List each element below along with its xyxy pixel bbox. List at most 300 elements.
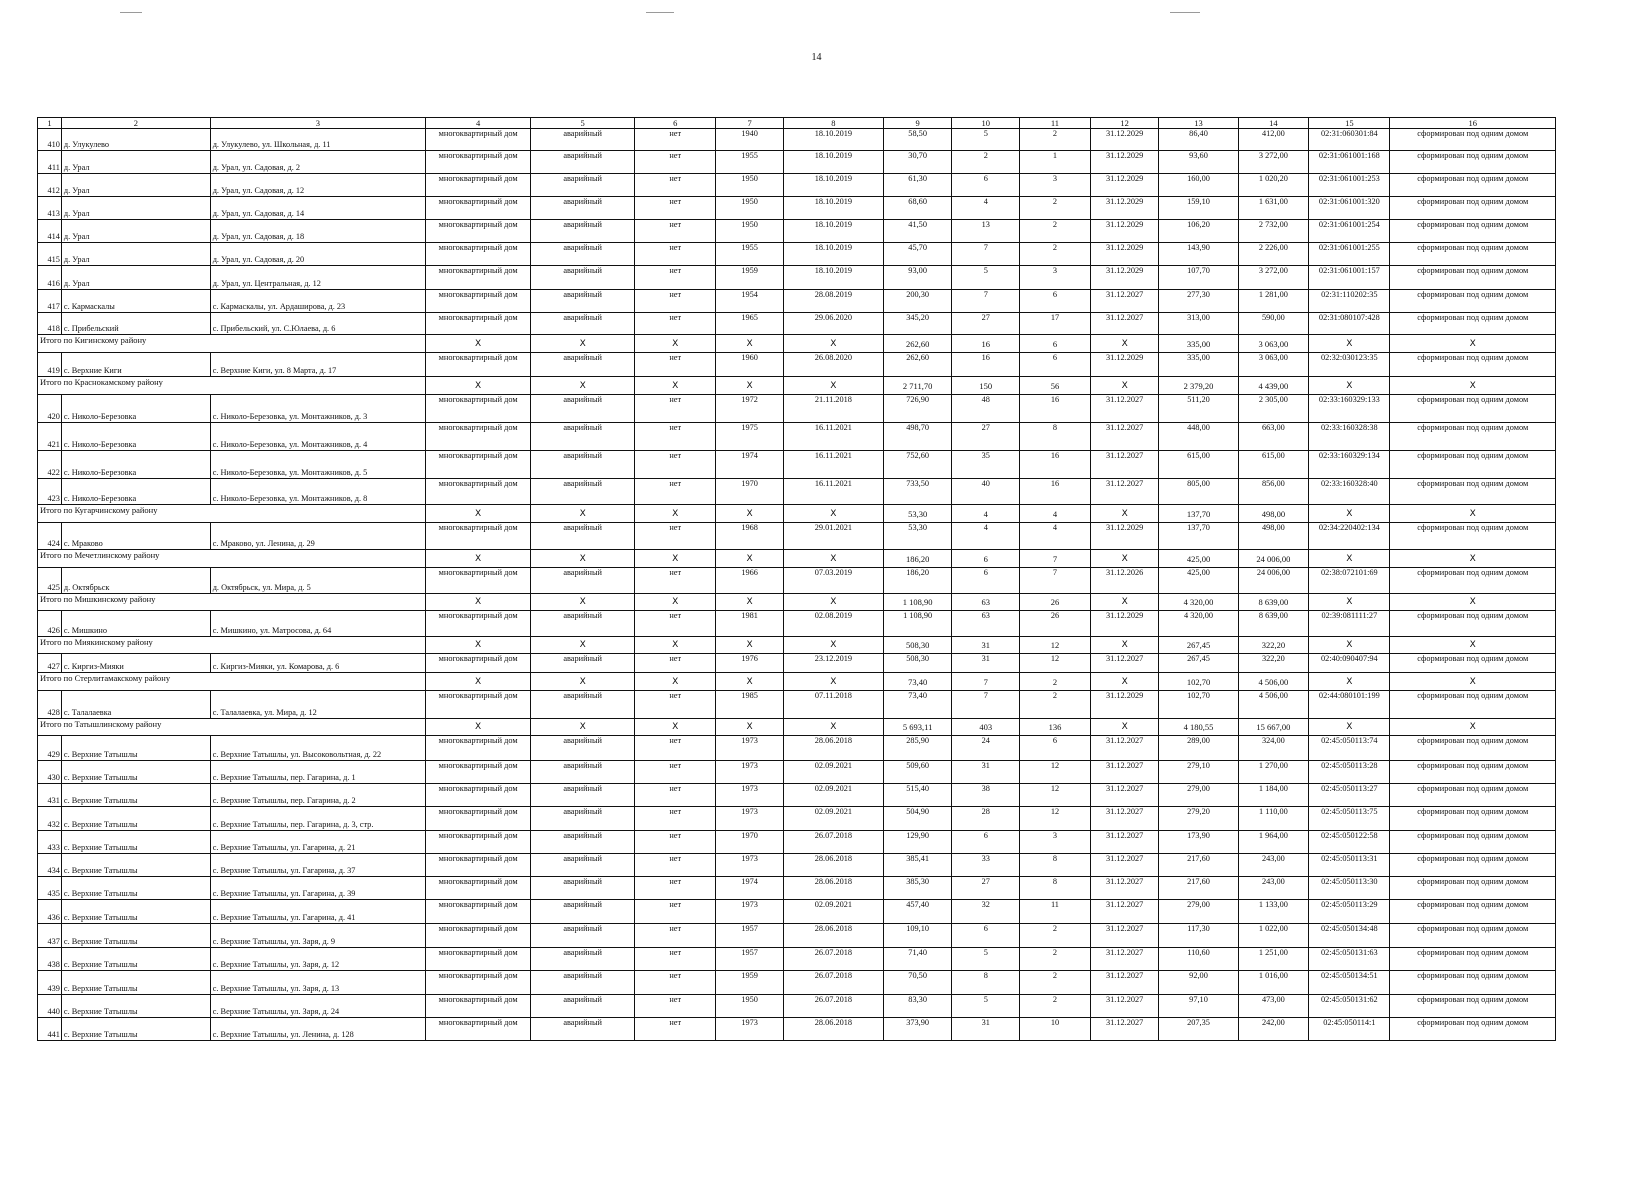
data-cell: 02:45:050113:29 [1309, 900, 1390, 924]
data-cell: аварийный [531, 151, 635, 174]
table-row [38, 948, 1556, 971]
table-row [38, 423, 1556, 451]
row-number: 435 [38, 877, 62, 900]
data-cell: 1955 [716, 243, 784, 266]
table-row [38, 854, 1556, 877]
data-cell: 242,00 [1238, 1018, 1309, 1041]
data-cell: 31.12.2027 [1090, 900, 1159, 924]
data-cell: 3 [1020, 266, 1091, 290]
not-applicable-cell: X [716, 335, 784, 353]
data-cell: 31.12.2029 [1090, 523, 1159, 550]
data-cell: многоквартирный дом [426, 691, 531, 719]
data-cell: 1950 [716, 220, 784, 243]
not-applicable-cell: X [1390, 505, 1556, 523]
data-cell: 6 [952, 831, 1020, 854]
subtotal-value: 24 006,00 [1238, 550, 1309, 568]
scan-artifact [646, 12, 674, 13]
data-cell: 31.12.2027 [1090, 971, 1159, 995]
subtotal-value: 4 439,00 [1238, 377, 1309, 395]
data-cell: 1968 [716, 523, 784, 550]
not-applicable-cell: X [1390, 673, 1556, 691]
subtotal-value: 4 [1020, 505, 1091, 523]
settlement-cell: с. Мишкино [61, 611, 210, 637]
data-cell: 31.12.2027 [1090, 877, 1159, 900]
data-cell: многоквартирный дом [426, 266, 531, 290]
not-applicable-cell: X [1090, 505, 1159, 523]
not-applicable-cell: X [716, 377, 784, 395]
row-number: 424 [38, 523, 62, 550]
data-cell: 02:31:061001:157 [1309, 266, 1390, 290]
not-applicable-cell: X [1309, 719, 1390, 736]
data-cell: 663,00 [1238, 423, 1309, 451]
settlement-cell: д. Урал [61, 243, 210, 266]
data-cell: 457,40 [883, 900, 952, 924]
data-cell: 1966 [716, 568, 784, 594]
data-cell: сформирован под одним домом [1390, 395, 1556, 423]
not-applicable-cell: X [783, 377, 883, 395]
settlement-cell: д. Урал [61, 174, 210, 197]
not-applicable-cell: X [531, 505, 635, 523]
table-row [38, 266, 1556, 290]
settlement-cell: д. Урал [61, 266, 210, 290]
data-cell: 27 [952, 877, 1020, 900]
not-applicable-cell: X [635, 377, 716, 395]
row-number: 419 [38, 353, 62, 377]
data-cell: 92,00 [1159, 971, 1238, 995]
data-cell: сформирован под одним домом [1390, 129, 1556, 151]
data-cell: 23.12.2019 [783, 654, 883, 673]
data-cell: 02:31:061001:253 [1309, 174, 1390, 197]
data-cell: 02.09.2021 [783, 784, 883, 807]
subtotal-value: 4 320,00 [1159, 594, 1238, 611]
row-number: 440 [38, 995, 62, 1018]
data-cell: сформирован под одним домом [1390, 831, 1556, 854]
data-cell: 511,20 [1159, 395, 1238, 423]
data-cell: 345,20 [883, 313, 952, 335]
subtotal-label: Итого по Мечетлинскому району [38, 550, 426, 568]
data-cell: многоквартирный дом [426, 243, 531, 266]
settlement-cell: с. Верхние Татышлы [61, 761, 210, 784]
table-row [38, 1018, 1556, 1041]
data-cell: 71,40 [883, 948, 952, 971]
data-cell: аварийный [531, 611, 635, 637]
data-cell: многоквартирный дом [426, 395, 531, 423]
column-header: 15 [1309, 118, 1390, 129]
data-cell: 31.12.2027 [1090, 395, 1159, 423]
row-number: 420 [38, 395, 62, 423]
not-applicable-cell: X [531, 335, 635, 353]
data-cell: 1970 [716, 831, 784, 854]
table-row [38, 220, 1556, 243]
data-cell: нет [635, 353, 716, 377]
data-cell: сформирован под одним домом [1390, 784, 1556, 807]
data-cell: 6 [952, 174, 1020, 197]
data-cell: сформирован под одним домом [1390, 523, 1556, 550]
data-cell: 322,20 [1238, 654, 1309, 673]
row-number: 418 [38, 313, 62, 335]
data-cell: 02:45:050131:62 [1309, 995, 1390, 1018]
address-cell: с. Верхние Татышлы, ул. Заря, д. 24 [210, 995, 425, 1018]
subtotal-row [38, 637, 1556, 654]
data-cell: нет [635, 831, 716, 854]
settlement-cell: с. Николо-Березовка [61, 395, 210, 423]
data-cell: многоквартирный дом [426, 900, 531, 924]
settlement-cell: с. Верхние Татышлы [61, 971, 210, 995]
data-cell: 1 281,00 [1238, 290, 1309, 313]
data-cell: 02:33:160329:134 [1309, 451, 1390, 479]
table-row [38, 900, 1556, 924]
data-cell: 31.12.2027 [1090, 451, 1159, 479]
row-number: 425 [38, 568, 62, 594]
data-cell: многоквартирный дом [426, 995, 531, 1018]
data-cell: сформирован под одним домом [1390, 568, 1556, 594]
not-applicable-cell: X [1390, 719, 1556, 736]
row-number: 428 [38, 691, 62, 719]
data-cell: 1 020,20 [1238, 174, 1309, 197]
data-cell: 107,70 [1159, 266, 1238, 290]
data-cell: сформирован под одним домом [1390, 900, 1556, 924]
scan-artifact [1170, 12, 1200, 13]
data-cell: 31.12.2029 [1090, 691, 1159, 719]
not-applicable-cell: X [1090, 335, 1159, 353]
subtotal-value: 8 639,00 [1238, 594, 1309, 611]
data-cell: сформирован под одним домом [1390, 151, 1556, 174]
address-cell: с. Верхние Татышлы, ул. Ленина, д. 128 [210, 1018, 425, 1041]
data-cell: 58,50 [883, 129, 952, 151]
data-cell: 1959 [716, 266, 784, 290]
address-cell: с. Верхние Татышлы, ул. Гагарина, д. 39 [210, 877, 425, 900]
address-cell: с. Верхние Татышлы, пер. Гагарина, д. 1 [210, 761, 425, 784]
data-cell: 448,00 [1159, 423, 1238, 451]
row-number: 414 [38, 220, 62, 243]
table-row [38, 995, 1556, 1018]
settlement-cell: д. Урал [61, 151, 210, 174]
data-cell: 31.12.2029 [1090, 353, 1159, 377]
data-cell: 24 006,00 [1238, 568, 1309, 594]
not-applicable-cell: X [1309, 550, 1390, 568]
column-header: 5 [531, 118, 635, 129]
address-cell: с. Верхние Татышлы, ул. Гагарина, д. 41 [210, 900, 425, 924]
table-row [38, 568, 1556, 594]
data-cell: 504,90 [883, 807, 952, 831]
data-cell: сформирован под одним домом [1390, 197, 1556, 220]
not-applicable-cell: X [426, 637, 531, 654]
subtotal-label: Итого по Миякинскому району [38, 637, 426, 654]
data-cell: сформирован под одним домом [1390, 877, 1556, 900]
not-applicable-cell: X [635, 637, 716, 654]
data-cell: аварийный [531, 290, 635, 313]
data-cell: 1973 [716, 854, 784, 877]
data-cell: 1965 [716, 313, 784, 335]
data-cell: 498,70 [883, 423, 952, 451]
data-cell: 412,00 [1238, 129, 1309, 151]
data-cell: аварийный [531, 220, 635, 243]
data-cell: 18.10.2019 [783, 243, 883, 266]
address-cell: с. Николо-Березовка, ул. Монтажников, д. 5 [210, 451, 425, 479]
data-cell: 1973 [716, 900, 784, 924]
data-cell: 1 270,00 [1238, 761, 1309, 784]
data-cell: 6 [952, 924, 1020, 948]
data-cell: 2 [1020, 971, 1091, 995]
data-cell: 8 [1020, 423, 1091, 451]
not-applicable-cell: X [426, 594, 531, 611]
data-cell: нет [635, 151, 716, 174]
data-cell: нет [635, 423, 716, 451]
data-cell: 324,00 [1238, 736, 1309, 761]
subtotal-label: Итого по Татышлинскому району [38, 719, 426, 736]
table-row [38, 353, 1556, 377]
data-cell: 18.10.2019 [783, 220, 883, 243]
row-number: 434 [38, 854, 62, 877]
not-applicable-cell: X [1390, 335, 1556, 353]
data-cell: 1955 [716, 151, 784, 174]
row-number: 426 [38, 611, 62, 637]
data-cell: 8 [1020, 877, 1091, 900]
data-cell: 1973 [716, 761, 784, 784]
data-cell: аварийный [531, 266, 635, 290]
settlement-cell: с. Мраково [61, 523, 210, 550]
data-cell: 93,60 [1159, 151, 1238, 174]
data-cell: 31.12.2027 [1090, 854, 1159, 877]
data-cell: 243,00 [1238, 854, 1309, 877]
data-cell: 186,20 [883, 568, 952, 594]
data-cell: 31.12.2029 [1090, 611, 1159, 637]
data-cell: нет [635, 1018, 716, 1041]
not-applicable-cell: X [426, 673, 531, 691]
not-applicable-cell: X [783, 673, 883, 691]
data-cell: 31.12.2027 [1090, 831, 1159, 854]
data-cell: 02:45:050113:75 [1309, 807, 1390, 831]
data-cell: 1 [1020, 151, 1091, 174]
data-cell: 2 [1020, 948, 1091, 971]
data-cell: сформирован под одним домом [1390, 995, 1556, 1018]
data-cell: аварийный [531, 900, 635, 924]
subtotal-value: 53,30 [883, 505, 952, 523]
subtotal-value: 2 [1020, 673, 1091, 691]
subtotal-value: 26 [1020, 594, 1091, 611]
data-cell: 26.07.2018 [783, 995, 883, 1018]
data-cell: 16 [1020, 451, 1091, 479]
row-number: 422 [38, 451, 62, 479]
data-cell: 615,00 [1159, 451, 1238, 479]
data-cell: 4 [952, 197, 1020, 220]
settlement-cell: с. Верхние Татышлы [61, 807, 210, 831]
data-cell: 02:34:220402:134 [1309, 523, 1390, 550]
data-cell: 1 964,00 [1238, 831, 1309, 854]
data-cell: многоквартирный дом [426, 423, 531, 451]
subtotal-value: 498,00 [1238, 505, 1309, 523]
data-cell: 752,60 [883, 451, 952, 479]
subtotal-label: Итого по Стерлитамакскому району [38, 673, 426, 691]
address-cell: д. Урал, ул. Садовая, д. 2 [210, 151, 425, 174]
data-cell: 856,00 [1238, 479, 1309, 505]
row-number: 412 [38, 174, 62, 197]
data-cell: 243,00 [1238, 877, 1309, 900]
settlement-cell: с. Прибельский [61, 313, 210, 335]
data-cell: 31.12.2027 [1090, 995, 1159, 1018]
data-cell: 5 [952, 948, 1020, 971]
data-cell: 1 108,90 [883, 611, 952, 637]
not-applicable-cell: X [635, 594, 716, 611]
data-cell: 12 [1020, 807, 1091, 831]
column-header: 10 [952, 118, 1020, 129]
address-cell: с. Верхние Татышлы, ул. Заря, д. 13 [210, 971, 425, 995]
address-cell: с. Верхние Татышлы, пер. Гагарина, д. 3, стр. [210, 807, 425, 831]
data-cell: 02:31:061001:254 [1309, 220, 1390, 243]
settlement-cell: д. Урал [61, 197, 210, 220]
data-cell: 16 [1020, 395, 1091, 423]
not-applicable-cell: X [531, 719, 635, 736]
settlement-cell: с. Верхние Татышлы [61, 831, 210, 854]
data-cell: 53,30 [883, 523, 952, 550]
data-cell: нет [635, 924, 716, 948]
subtotal-value: 4 506,00 [1238, 673, 1309, 691]
data-cell: сформирован под одним домом [1390, 266, 1556, 290]
data-cell: аварийный [531, 197, 635, 220]
row-number: 441 [38, 1018, 62, 1041]
address-cell: с. Кармаскалы, ул. Ардаширова, д. 23 [210, 290, 425, 313]
row-number: 432 [38, 807, 62, 831]
not-applicable-cell: X [1390, 550, 1556, 568]
data-cell: многоквартирный дом [426, 611, 531, 637]
address-cell: с. Прибельский, ул. С.Юлаева, д. 6 [210, 313, 425, 335]
data-cell: многоквартирный дом [426, 451, 531, 479]
subtotal-value: 2 379,20 [1159, 377, 1238, 395]
subtotal-row [38, 719, 1556, 736]
not-applicable-cell: X [635, 719, 716, 736]
subtotal-value: 1 108,90 [883, 594, 952, 611]
data-cell: 1 022,00 [1238, 924, 1309, 948]
column-header: 6 [635, 118, 716, 129]
data-cell: сформирован под одним домом [1390, 220, 1556, 243]
data-cell: 267,45 [1159, 654, 1238, 673]
data-cell: 313,00 [1159, 313, 1238, 335]
row-number: 436 [38, 900, 62, 924]
address-cell: с. Верхние Татышлы, ул. Гагарина, д. 21 [210, 831, 425, 854]
row-number: 433 [38, 831, 62, 854]
data-cell: аварийный [531, 395, 635, 423]
data-cell: 16.11.2021 [783, 479, 883, 505]
not-applicable-cell: X [426, 719, 531, 736]
data-cell: 02:31:061001:320 [1309, 197, 1390, 220]
data-cell: 11 [1020, 900, 1091, 924]
column-header: 1 [38, 118, 62, 129]
data-cell: аварийный [531, 877, 635, 900]
data-cell: 28.06.2018 [783, 1018, 883, 1041]
subtotal-value: 73,40 [883, 673, 952, 691]
data-cell: 02:45:050134:48 [1309, 924, 1390, 948]
address-cell: д. Урал, ул. Садовая, д. 14 [210, 197, 425, 220]
data-cell: 02:45:050113:30 [1309, 877, 1390, 900]
not-applicable-cell: X [426, 377, 531, 395]
data-cell: 733,50 [883, 479, 952, 505]
data-cell: 279,10 [1159, 761, 1238, 784]
not-applicable-cell: X [1309, 594, 1390, 611]
column-header: 9 [883, 118, 952, 129]
data-cell: сформирован под одним домом [1390, 761, 1556, 784]
data-cell: 160,00 [1159, 174, 1238, 197]
data-cell: многоквартирный дом [426, 761, 531, 784]
data-cell: 70,50 [883, 971, 952, 995]
not-applicable-cell: X [1090, 637, 1159, 654]
not-applicable-cell: X [1090, 673, 1159, 691]
data-cell: аварийный [531, 523, 635, 550]
data-cell: сформирован под одним домом [1390, 451, 1556, 479]
data-cell: 1950 [716, 197, 784, 220]
column-header: 11 [1020, 118, 1091, 129]
data-cell: сформирован под одним домом [1390, 611, 1556, 637]
column-header: 3 [210, 118, 425, 129]
data-cell: 129,90 [883, 831, 952, 854]
data-cell: нет [635, 784, 716, 807]
address-cell: с. Верхние Татышлы, пер. Гагарина, д. 2 [210, 784, 425, 807]
subtotal-value: 4 [952, 505, 1020, 523]
address-cell: с. Верхние Татышлы, ул. Высоковольтная, д. 22 [210, 736, 425, 761]
column-header: 8 [783, 118, 883, 129]
data-cell: 1 110,00 [1238, 807, 1309, 831]
scan-artifact [120, 12, 142, 13]
data-cell: 24 [952, 736, 1020, 761]
data-cell: нет [635, 220, 716, 243]
data-cell: 27 [952, 423, 1020, 451]
subtotal-label: Итого по Кугарчинскому району [38, 505, 426, 523]
data-cell: аварийный [531, 854, 635, 877]
not-applicable-cell: X [426, 550, 531, 568]
data-cell: нет [635, 854, 716, 877]
data-cell: 1940 [716, 129, 784, 151]
data-cell: 61,30 [883, 174, 952, 197]
settlement-cell: с. Верхние Татышлы [61, 736, 210, 761]
data-cell: многоквартирный дом [426, 807, 531, 831]
data-cell: 31.12.2029 [1090, 243, 1159, 266]
not-applicable-cell: X [1309, 377, 1390, 395]
data-cell: 3 063,00 [1238, 353, 1309, 377]
column-header: 16 [1390, 118, 1556, 129]
data-cell: аварийный [531, 995, 635, 1018]
page-number: 14 [811, 52, 822, 63]
data-cell: 6 [1020, 290, 1091, 313]
data-cell: нет [635, 523, 716, 550]
address-cell: д. Урал, ул. Садовая, д. 18 [210, 220, 425, 243]
data-cell: 1 631,00 [1238, 197, 1309, 220]
subtotal-value: 31 [952, 637, 1020, 654]
data-cell: 1972 [716, 395, 784, 423]
data-cell: 31.12.2027 [1090, 784, 1159, 807]
column-header: 7 [716, 118, 784, 129]
data-cell: 28.06.2018 [783, 924, 883, 948]
data-cell: 41,50 [883, 220, 952, 243]
data-cell: 30,70 [883, 151, 952, 174]
data-cell: 18.10.2019 [783, 174, 883, 197]
address-cell: д. Улукулево, ул. Школьная, д. 11 [210, 129, 425, 151]
subtotal-row [38, 673, 1556, 691]
data-cell: 02:33:160328:40 [1309, 479, 1390, 505]
data-cell: 1 133,00 [1238, 900, 1309, 924]
data-cell: 02:45:050122:58 [1309, 831, 1390, 854]
row-number: 431 [38, 784, 62, 807]
row-number: 417 [38, 290, 62, 313]
row-number: 430 [38, 761, 62, 784]
data-cell: аварийный [531, 243, 635, 266]
data-cell: 28.06.2018 [783, 854, 883, 877]
not-applicable-cell: X [531, 594, 635, 611]
data-cell: 1981 [716, 611, 784, 637]
data-cell: 1960 [716, 353, 784, 377]
data-cell: сформирован под одним домом [1390, 174, 1556, 197]
subtotal-row [38, 335, 1556, 353]
table-row [38, 761, 1556, 784]
table-row [38, 151, 1556, 174]
